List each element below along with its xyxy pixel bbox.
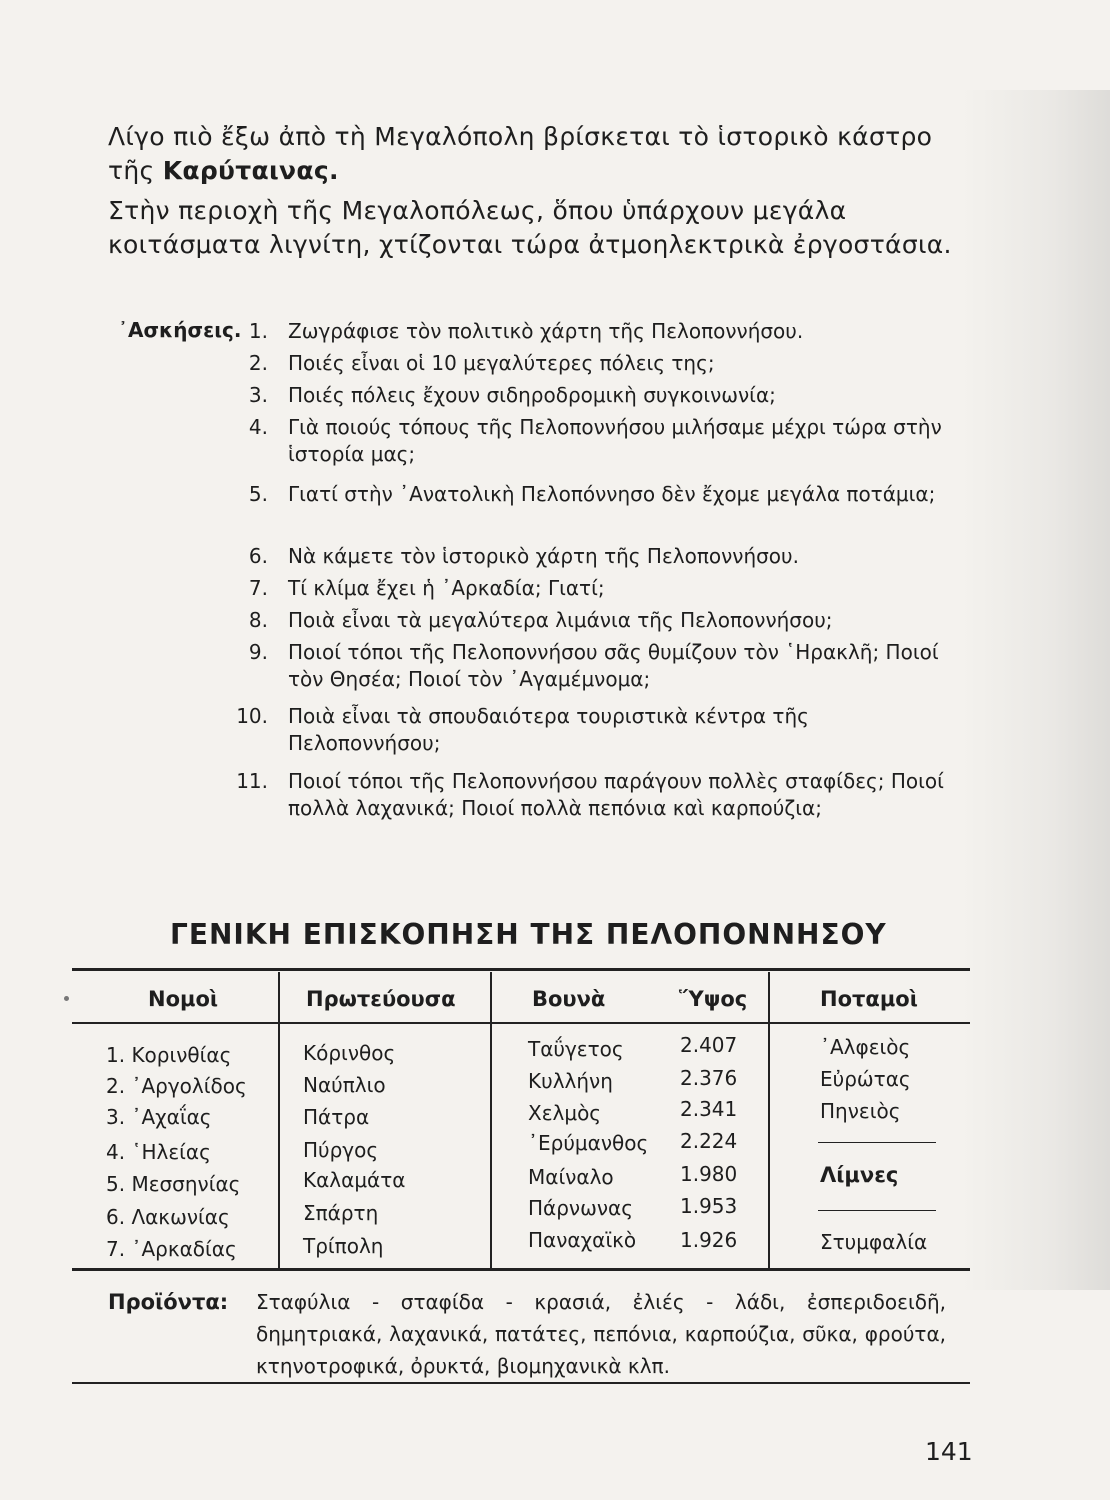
exercise-item xyxy=(232,768,952,822)
column-divider xyxy=(278,972,280,1268)
exercise-text: Γιατί στὴν ᾿Ανατολικὴ Πελοπόννησο δὲν ἔχομε μεγάλα ποτάμια; xyxy=(288,482,936,506)
header-height: ῞Υψος xyxy=(678,987,748,1011)
height-cell: 1.980 xyxy=(680,1162,738,1186)
exercise-item xyxy=(232,543,952,570)
header-mountains: Βουνὰ xyxy=(532,987,606,1011)
exercise-text: Γιὰ ποιούς τόπους τῆς Πελοποννήσου μιλήσαμε μέχρι τώρα στὴν ἱστορία μας; xyxy=(288,415,942,466)
table-top-rule xyxy=(72,968,970,971)
exercise-item xyxy=(232,639,952,693)
table-header-rule xyxy=(72,1022,970,1024)
capital-cell: Καλαμάτα xyxy=(303,1168,406,1192)
height-cell: 2.224 xyxy=(680,1129,738,1153)
nomos-cell: 1. Κορινθίας xyxy=(106,1043,232,1067)
capital-cell: Τρίπολη xyxy=(303,1234,384,1258)
nomos-cell: 5. Μεσσηνίας xyxy=(106,1172,241,1196)
products-bottom-rule xyxy=(72,1382,970,1384)
column-divider xyxy=(490,972,492,1268)
products-text: Σταφύλια - σταφίδα - κρασιά, ἐλιές - λάδι, ἐσπεριδοειδῆ, δημητριακά, λαχανικά, πατάτες, πεπόνια, καρπούζια, σῦκα, φρούτα, κτηνοτροφικά, ὀρυκτά, βιομηχανικὰ κλπ. xyxy=(256,1290,946,1378)
exercise-text: Ποιές εἶναι οἱ 10 μεγαλύτερες πόλεις της; xyxy=(288,351,715,375)
exercise-item xyxy=(232,350,952,377)
capital-cell: Πύργος xyxy=(303,1138,379,1162)
karytaina-name: Καρύταινας. xyxy=(162,156,339,185)
nomos-cell: 7. ᾿Αρκαδίας xyxy=(106,1237,237,1261)
exercise-item xyxy=(232,382,952,409)
exercise-text: Ποιὰ εἶναι τὰ σπουδαιότερα τουριστικὰ κέντρα τῆς Πελοποννήσου; xyxy=(288,704,809,755)
exercise-text: Ποιοί τόποι τῆς Πελοποννήσου παράγουν πολλὲς σταφίδες; Ποιοί πολλὰ λαχανικά; Ποιοί πολλὰ πεπόνια καὶ καρπούζια; xyxy=(288,769,944,820)
lakes-rule xyxy=(818,1210,936,1211)
exercise-number: 5. xyxy=(248,482,268,506)
exercise-number: 8. xyxy=(248,608,268,632)
table-title: ΓΕΝΙΚΗ ΕΠΙΣΚΟΠΗΣΗ ΤΗΣ ΠΕΛΟΠΟΝΝΗΣΟΥ xyxy=(170,918,887,951)
exercise-item xyxy=(232,481,952,508)
nomos-cell: 2. ᾿Αργολίδος xyxy=(106,1074,247,1098)
nomos-cell: 6. Λακωνίας xyxy=(106,1205,230,1229)
exercise-number: 9. xyxy=(248,640,268,664)
intro-line-2-prefix: τῆς xyxy=(108,156,163,185)
mountain-cell: Παναχαϊκὸ xyxy=(528,1228,637,1252)
exercise-text: Νὰ κάμετε τὸν ἱστορικὸ χάρτη τῆς Πελοποννήσου. xyxy=(288,544,799,568)
nomos-cell: 3. ᾿Αχαΐας xyxy=(106,1105,212,1129)
bleed-through-shadow xyxy=(960,90,1110,1290)
capital-cell: Ναύπλιο xyxy=(303,1073,386,1097)
table-bottom-rule xyxy=(72,1268,970,1271)
exercise-number: 1. xyxy=(248,319,268,343)
column-divider xyxy=(768,972,770,1268)
exercise-item xyxy=(232,703,952,757)
nomos-cell: 4. ῾Ηλείας xyxy=(106,1140,211,1164)
page-number: 141 xyxy=(925,1437,973,1466)
mountain-cell: Χελμὸς xyxy=(528,1101,602,1125)
height-cell: 2.341 xyxy=(680,1097,738,1121)
exercises-label: ᾿Ασκήσεις. xyxy=(118,318,242,342)
river-cell: ᾿Αλφειὸς xyxy=(820,1035,911,1059)
header-capital: Πρωτεύουσα xyxy=(306,987,456,1011)
intro-line-1: Λίγο πιὸ ἔξω ἀπὸ τὴ Μεγαλόπολη βρίσκεται τὸ ἱστορικὸ κάστρο xyxy=(108,122,933,151)
mountain-cell: ᾿Ερύμανθος xyxy=(528,1131,649,1155)
header-nomoi: Νομοὶ xyxy=(148,987,219,1011)
mountain-cell: Κυλλήνη xyxy=(528,1069,613,1093)
exercise-number: 4. xyxy=(248,415,268,439)
exercise-item xyxy=(232,607,952,634)
river-cell: Εὐρώτας xyxy=(820,1067,911,1091)
mountain-cell: Ταΰγετος xyxy=(528,1037,624,1061)
mountain-cell: Μαίναλο xyxy=(528,1165,614,1189)
products-label: Προϊόντα: xyxy=(108,1290,229,1314)
exercise-number: 3. xyxy=(248,383,268,407)
height-cell: 1.953 xyxy=(680,1194,738,1218)
exercise-number: 11. xyxy=(236,769,268,793)
exercise-number: 6. xyxy=(248,544,268,568)
exercise-text: Ζωγράφισε τὸν πολιτικὸ χάρτη τῆς Πελοποννήσου. xyxy=(288,319,804,343)
mountain-cell: Πάρνωνας xyxy=(528,1196,633,1220)
river-cell: Πηνειὸς xyxy=(820,1099,901,1123)
capital-cell: Κόρινθος xyxy=(303,1041,396,1065)
exercise-text: Ποιές πόλεις ἔχουν σιδηροδρομικὴ συγκοινωνία; xyxy=(288,383,776,407)
lignite-paragraph: Στὴν περιοχὴ τῆς Μεγαλοπόλεως, ὅπου ὑπάρχουν μεγάλα κοιτάσματα λιγνίτη, χτίζονται τώρα ἀτμοηλεκτρικὰ ἐργοστάσια. xyxy=(108,196,952,259)
height-cell: 1.926 xyxy=(680,1228,738,1252)
exercise-text: Τί κλίμα ἔχει ἡ ᾿Αρκαδία; Γιατί; xyxy=(288,576,605,600)
capital-cell: Πάτρα xyxy=(303,1105,370,1129)
exercise-item xyxy=(232,575,952,602)
river-end-rule xyxy=(818,1142,936,1143)
lakes-label: Λίμνες xyxy=(820,1163,899,1187)
exercise-number: 2. xyxy=(248,351,268,375)
height-cell: 2.376 xyxy=(680,1066,738,1090)
stray-dot xyxy=(64,996,69,1001)
lake-cell: Στυμφαλία xyxy=(820,1230,928,1254)
capital-cell: Σπάρτη xyxy=(303,1201,379,1225)
exercise-text: Ποιοί τόποι τῆς Πελοποννήσου σᾶς θυμίζουν τὸν ῾Ηρακλῆ; Ποιοί τὸν Θησέα; Ποιοί τὸν ᾿Αγαμέμνομα; xyxy=(288,640,939,691)
exercise-number: 7. xyxy=(248,576,268,600)
exercise-text: Ποιὰ εἶναι τὰ μεγαλύτερα λιμάνια τῆς Πελοποννήσου; xyxy=(288,608,833,632)
height-cell: 2.407 xyxy=(680,1033,738,1057)
header-rivers: Ποταμοὶ xyxy=(820,987,918,1011)
exercise-number: 10. xyxy=(236,704,268,728)
exercise-item xyxy=(232,318,952,345)
exercise-item xyxy=(232,414,952,468)
intro-paragraph xyxy=(108,120,978,188)
